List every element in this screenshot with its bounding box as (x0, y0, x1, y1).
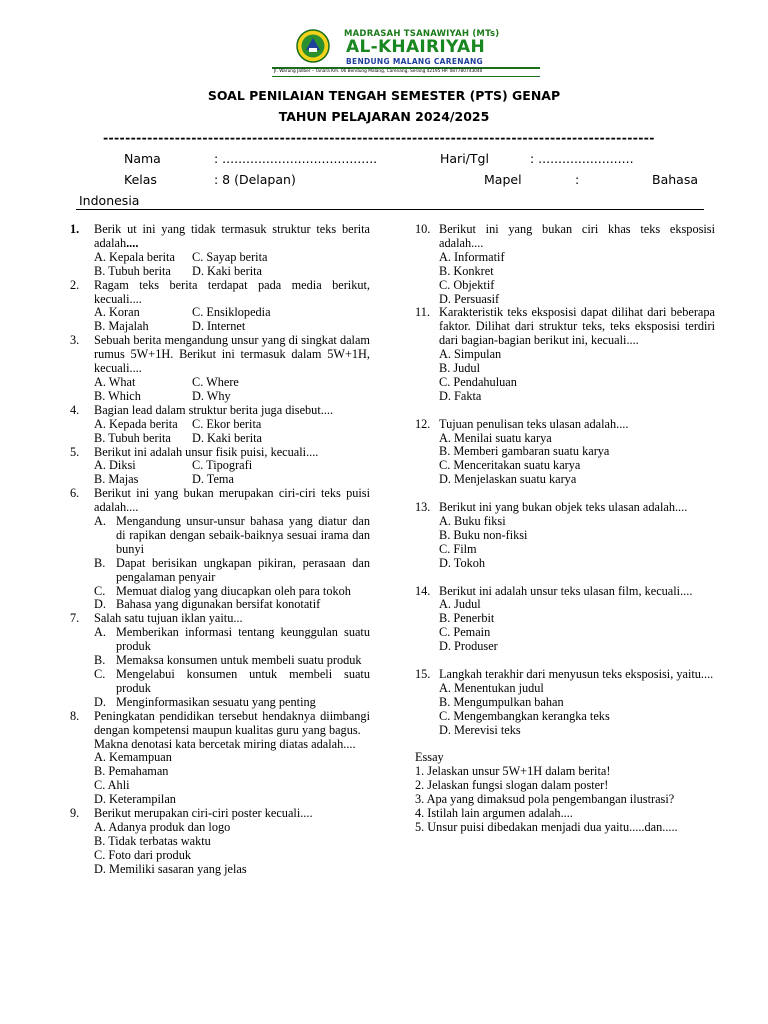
mapel-colon: : (575, 172, 580, 187)
question-number: 15. (415, 666, 431, 681)
question-text: Salah satu tujuan iklan yaitu... (94, 611, 243, 626)
answer-option[interactable]: D. Tema (192, 472, 234, 487)
letterhead-location: BENDUNG MALANG CARENANG (346, 57, 483, 66)
answer-option[interactable]: D. Why (192, 388, 231, 403)
essay-section (415, 751, 715, 834)
question-number: 14. (415, 583, 431, 598)
answer-option[interactable]: C. Sayap berita (192, 249, 268, 264)
answer-option[interactable]: A. Simpulan (439, 347, 502, 362)
question-number: 1. (70, 222, 80, 236)
question-5 (70, 446, 370, 488)
kelas-label: Kelas (124, 172, 157, 187)
answer-option[interactable]: B. Konkret (439, 263, 494, 278)
essay-heading: Essay (415, 750, 444, 765)
separator-line: ---------------------------------------------------------------------------------------------------- (103, 130, 655, 145)
question-number: 2. (70, 277, 80, 292)
answer-option[interactable]: B. Pemahaman (94, 764, 169, 779)
answer-option[interactable]: A. Kepala berita (94, 249, 175, 264)
question-text: Tujuan penulisan teks ulasan adalah.... (439, 416, 629, 431)
answer-option[interactable]: B. Tubuh berita (94, 263, 171, 278)
answer-option[interactable]: D. Menjelaskan suatu karya (439, 472, 577, 487)
answer-option[interactable]: D. Merevisi teks (439, 722, 521, 737)
answer-option[interactable]: B. Memaksa konsumen untuk membeli suatu produk (94, 653, 362, 668)
spacer (415, 737, 715, 751)
spacer (415, 404, 715, 418)
mapel-value: Bahasa (652, 172, 698, 187)
answer-option[interactable]: A. Menilai suatu karya (439, 430, 552, 445)
answer-option[interactable]: B. Memberi gambaran suatu karya (439, 444, 610, 459)
question-8 (70, 710, 370, 807)
question-number: 9. (70, 806, 80, 821)
question-text: Berikut ini yang bukan merupakan ciri-ciri teks puisi adalah.... (94, 486, 370, 515)
answer-option[interactable]: A. Memberikan informasi tentang keunggulan suatu produk (94, 625, 370, 654)
question-text: Karakteristik teks eksposisi dapat dilihat dari beberapa faktor. Dilihat dari struktur teks, teks eksposisi terdiri dari bagian-bagian berikut ini, kecuali.... (439, 305, 715, 348)
question-number: 8. (70, 708, 80, 723)
answer-option[interactable]: C. Objektif (439, 277, 495, 292)
question-14 (415, 585, 715, 655)
identity-underline (76, 209, 704, 210)
mapel-label: Mapel (484, 172, 522, 187)
question-text: Bagian lead dalam struktur berita juga disebut.... (94, 402, 334, 417)
letterhead-address: Jl. Warung Jallber – Tanara Km. 06 Bendung Malang, Carenang, Serang 42195 HP. 087780743040 (274, 69, 483, 74)
letterhead-institution-type: MADRASAH TSANAWIYAH (MTs) (344, 29, 500, 39)
answer-option[interactable]: A. Koran (94, 305, 140, 320)
question-text-ellipsis: .... (126, 235, 139, 250)
essay-question: 1. Jelaskan unsur 5W+1H dalam berita! (415, 764, 611, 779)
question-prompt: Makna denotasi kata bercetak miring diatas adalah.... (94, 736, 356, 751)
nama-field[interactable]: : ....................................... (214, 151, 378, 166)
academic-year-title: TAHUN PELAJARAN 2024/2025 (278, 109, 490, 124)
answer-option[interactable]: C. Foto dari produk (94, 847, 192, 862)
kelas-value: : 8 (Delapan) (214, 172, 296, 187)
answer-option[interactable]: D. Keterampilan (94, 792, 176, 807)
answer-option[interactable]: B. Dapat berisikan ungkapan pikiran, perasaan dan pengalaman penyair (94, 555, 370, 584)
question-text: Ragam teks berita terdapat pada media berikut, kecuali.... (94, 277, 370, 306)
answer-option[interactable]: A. Informatif (439, 249, 505, 264)
answer-option[interactable]: C. Menceritakan suatu karya (439, 458, 581, 473)
answer-option[interactable]: A. Kemampuan (94, 750, 172, 765)
answer-option[interactable]: A. What (94, 374, 136, 389)
answer-option[interactable]: D. Memiliki sasaran yang jelas (94, 861, 247, 876)
question-number: 7. (70, 611, 80, 626)
answer-option[interactable]: C. Ensiklopedia (192, 305, 271, 320)
answer-option[interactable]: C. Tipografi (192, 458, 253, 473)
spacer (415, 487, 715, 501)
question-number: 11. (415, 305, 430, 320)
spacer (415, 571, 715, 585)
answer-option[interactable]: B. Majas (94, 472, 139, 487)
answer-option[interactable]: B. Buku non-fiksi (439, 527, 528, 542)
question-number: 13. (415, 500, 431, 515)
letterhead-rule (272, 76, 540, 77)
answer-option[interactable]: B. Which (94, 388, 141, 403)
answer-option[interactable]: A. Diksi (94, 458, 136, 473)
answer-option[interactable]: D. Tokoh (439, 555, 486, 570)
answer-option[interactable]: D. Internet (192, 319, 246, 334)
answer-option[interactable]: A. Buku fiksi (439, 514, 506, 528)
answer-option[interactable]: C. Pemain (439, 625, 491, 640)
question-text: Berikut merupakan ciri-ciri poster kecuali.... (94, 806, 313, 821)
question-1 (70, 223, 370, 279)
question-10 (415, 223, 715, 306)
answer-option[interactable]: D. Produser (439, 639, 498, 654)
question-text: Langkah terakhir dari menyusun teks eksposisi, yaitu.... (439, 666, 714, 681)
question-3 (70, 334, 370, 404)
answer-option[interactable]: B. Tubuh berita (94, 430, 171, 445)
essay-question: 4. Istilah lain argumen adalah.... (415, 805, 573, 820)
question-13 (415, 501, 715, 571)
answer-option[interactable]: A. Adanya produk dan logo (94, 819, 231, 834)
essay-question: 5. Unsur puisi dibedakan menjadi dua yaitu.....dan..... (415, 819, 678, 834)
question-6 (70, 487, 370, 612)
nama-label: Nama (124, 151, 161, 166)
essay-question: 2. Jelaskan fungsi slogan dalam poster! (415, 778, 609, 793)
hari-tgl-label: Hari/Tgl (440, 151, 489, 166)
answer-option[interactable]: D. Fakta (439, 388, 482, 403)
spacer (415, 654, 715, 668)
answer-option[interactable]: C. Ahli (94, 778, 130, 793)
question-text: Berikut ini adalah unsur teks ulasan film, kecuali.... (439, 583, 693, 598)
question-text: Peningkatan pendidikan tersebut hendaknya diimbangi dengan kompetensi maupun kualitas guru yang bagus. (94, 708, 370, 737)
question-4 (70, 404, 370, 446)
school-logo-icon (296, 29, 330, 63)
letterhead-school-name: AL-KHAIRIYAH (346, 37, 486, 57)
essay-question: 3. Apa yang dimaksud pola pengembangan ilustrasi? (415, 792, 675, 807)
question-text: Berik ut ini yang tidak termasuk struktur teks berita adalah (94, 222, 370, 250)
answer-option[interactable]: A. Kepada berita (94, 416, 178, 431)
answer-option[interactable]: C. Mengembangkan kerangka teks (439, 708, 610, 723)
answer-option[interactable]: B. Tidak terbatas waktu (94, 833, 211, 848)
answer-option[interactable]: A. Mengandung unsur-unsur bahasa yang diatur dan di rapikan dengan sebaik-baiknya sesuai irama dan bunyi (94, 514, 370, 556)
answer-option[interactable]: A. Judul (439, 597, 481, 612)
answer-option[interactable]: C. Pendahuluan (439, 374, 517, 389)
hari-tgl-field[interactable]: : ........................ (530, 151, 634, 166)
answer-option[interactable]: D. Persuasif (439, 291, 500, 306)
question-11 (415, 306, 715, 403)
answer-option[interactable]: D. Bahasa yang digunakan bersifat konotatif (94, 597, 321, 612)
questions-left-column (70, 223, 370, 877)
answer-option[interactable]: D. Menginformasikan sesuatu yang penting (94, 694, 316, 709)
question-number: 6. (70, 486, 80, 501)
answer-option[interactable]: D. Kaki berita (192, 430, 262, 445)
answer-option[interactable]: B. Majalah (94, 319, 149, 334)
answer-option[interactable]: B. Mengumpulkan bahan (439, 694, 564, 709)
question-9 (70, 807, 370, 877)
answer-option[interactable]: B. Judul (439, 361, 480, 376)
question-text: Berikut ini yang bukan ciri khas teks eksposisi adalah.... (439, 222, 715, 250)
questions-right-column (415, 223, 715, 835)
answer-option[interactable]: D. Kaki berita (192, 263, 262, 278)
answer-option[interactable]: C. Ekor berita (192, 416, 262, 431)
answer-option[interactable]: C. Mengelabui konsumen untuk membeli suatu produk (94, 667, 370, 695)
question-15 (415, 668, 715, 738)
question-text: Sebuah berita mengandung unsur yang di singkat dalam rumus 5W+1H. Berikut ini termasuk dalam 5W+1H, kecuali.... (94, 333, 370, 376)
question-number: 12. (415, 416, 431, 431)
answer-option[interactable]: C. Where (192, 374, 239, 389)
school-letterhead (270, 26, 540, 78)
question-text: Berikut ini adalah unsur fisik puisi, kecuali.... (94, 444, 319, 459)
question-7 (70, 612, 370, 709)
question-12 (415, 418, 715, 488)
question-number: 10. (415, 222, 431, 236)
question-number: 3. (70, 333, 80, 348)
mapel-value-continued: Indonesia (79, 193, 140, 208)
question-number: 4. (70, 402, 80, 417)
answer-option[interactable]: A. Menentukan judul (439, 680, 544, 695)
exam-title: SOAL PENILAIAN TENGAH SEMESTER (PTS) GENAP (207, 88, 561, 103)
answer-option[interactable]: C. Film (439, 541, 477, 556)
answer-option[interactable]: B. Penerbit (439, 611, 495, 626)
question-text: Berikut ini yang bukan objek teks ulasan adalah.... (439, 500, 688, 515)
question-number: 5. (70, 444, 80, 459)
question-2 (70, 279, 370, 335)
answer-option[interactable]: C. Memuat dialog yang diucapkan oleh para tokoh (94, 583, 351, 598)
